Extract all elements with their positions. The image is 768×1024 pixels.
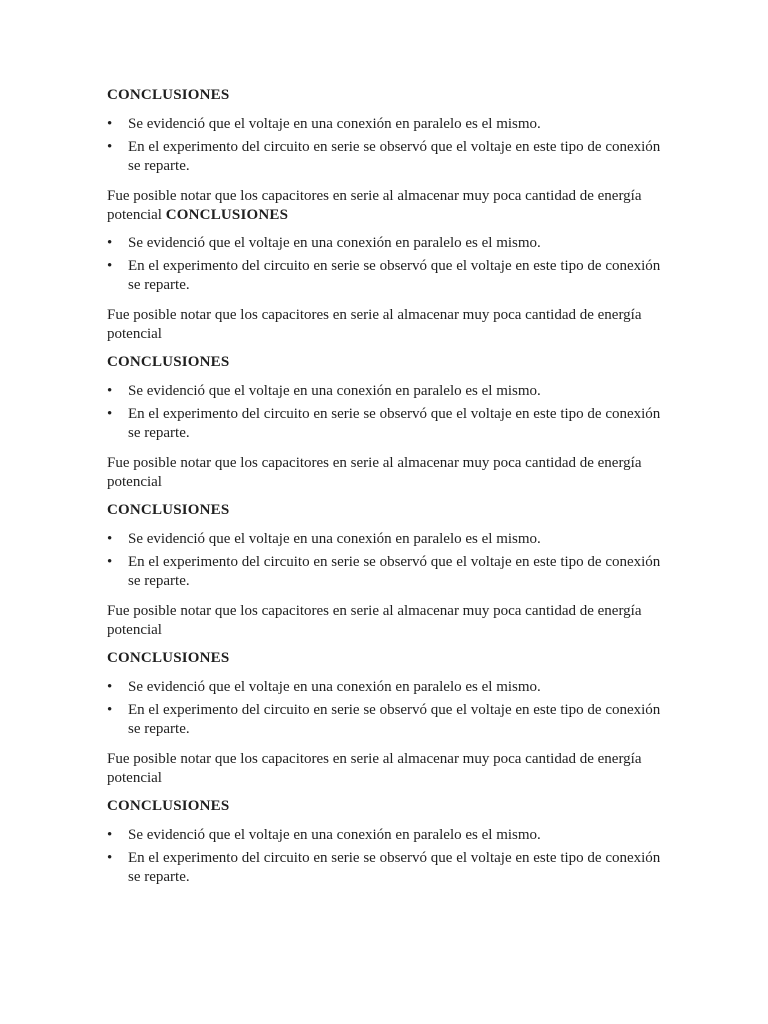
bullet-list [107,382,661,443]
bullet-item [107,678,661,697]
bullet-marker: • [107,116,113,132]
section-paragraph [107,306,661,344]
bullet-text: Se evidenció que el voltaje en una conexión en paralelo es el mismo. [128,679,541,695]
bullet-marker: • [107,531,113,547]
bullet-text: En el experimento del circuito en serie se observó que el voltaje en este tipo de conexión se reparte. [128,139,661,174]
section-heading: CONCLUSIONES [107,798,230,814]
document-section [107,797,661,887]
bullet-marker: • [107,679,113,695]
section-paragraph [107,454,661,492]
paragraph-text: Fue posible notar que los capacitores en serie al almacenar muy poca cantidad de energía potencial [107,455,642,490]
bullet-list [107,234,661,295]
document-section [107,234,661,344]
paragraph-bold-text: CONCLUSIONES [165,207,289,223]
document-section [107,353,661,492]
bullet-text: Se evidenció que el voltaje en una conexión en paralelo es el mismo. [128,235,541,251]
document-section [107,86,661,225]
bullet-list [107,826,661,887]
bullet-text: En el experimento del circuito en serie se observó que el voltaje en este tipo de conexión se reparte. [128,554,661,589]
bullet-marker: • [107,702,113,718]
bullet-item [107,257,661,295]
bullet-item [107,553,661,591]
bullet-text: En el experimento del circuito en serie se observó que el voltaje en este tipo de conexión se reparte. [128,850,661,885]
paragraph-text: Fue posible notar que los capacitores en serie al almacenar muy poca cantidad de energía potencial [107,603,642,638]
bullet-item [107,138,661,176]
bullet-item [107,849,661,887]
bullet-item [107,382,661,401]
bullet-item [107,826,661,845]
paragraph-text: Fue posible notar que los capacitores en serie al almacenar muy poca cantidad de energía potencial [107,307,642,342]
bullet-item [107,701,661,739]
section-paragraph [107,187,661,225]
section-heading: CONCLUSIONES [107,650,230,666]
bullet-marker: • [107,554,113,570]
bullet-marker: • [107,406,113,422]
bullet-text: Se evidenció que el voltaje en una conexión en paralelo es el mismo. [128,827,541,843]
bullet-marker: • [107,850,113,866]
bullet-marker: • [107,827,113,843]
section-heading: CONCLUSIONES [107,502,230,518]
bullet-text: En el experimento del circuito en serie se observó que el voltaje en este tipo de conexión se reparte. [128,702,661,737]
section-paragraph [107,602,661,640]
section-heading: CONCLUSIONES [107,354,230,370]
section-heading: CONCLUSIONES [107,87,230,103]
bullet-list [107,678,661,739]
bullet-item [107,115,661,134]
bullet-text: Se evidenció que el voltaje en una conexión en paralelo es el mismo. [128,116,541,132]
document-section [107,501,661,640]
bullet-text: En el experimento del circuito en serie se observó que el voltaje en este tipo de conexión se reparte. [128,406,661,441]
bullet-item [107,234,661,253]
bullet-item [107,530,661,549]
bullet-marker: • [107,383,113,399]
bullet-list [107,115,661,176]
bullet-item [107,405,661,443]
document-section [107,649,661,788]
bullet-marker: • [107,235,113,251]
paragraph-text: Fue posible notar que los capacitores en serie al almacenar muy poca cantidad de energía potencial [107,188,642,223]
bullet-text: Se evidenció que el voltaje en una conexión en paralelo es el mismo. [128,383,541,399]
bullet-marker: • [107,258,113,274]
section-paragraph [107,750,661,788]
bullet-text: En el experimento del circuito en serie se observó que el voltaje en este tipo de conexión se reparte. [128,258,661,293]
bullet-text: Se evidenció que el voltaje en una conexión en paralelo es el mismo. [128,531,541,547]
paragraph-text: Fue posible notar que los capacitores en serie al almacenar muy poca cantidad de energía potencial [107,751,642,786]
bullet-list [107,530,661,591]
bullet-marker: • [107,139,113,155]
